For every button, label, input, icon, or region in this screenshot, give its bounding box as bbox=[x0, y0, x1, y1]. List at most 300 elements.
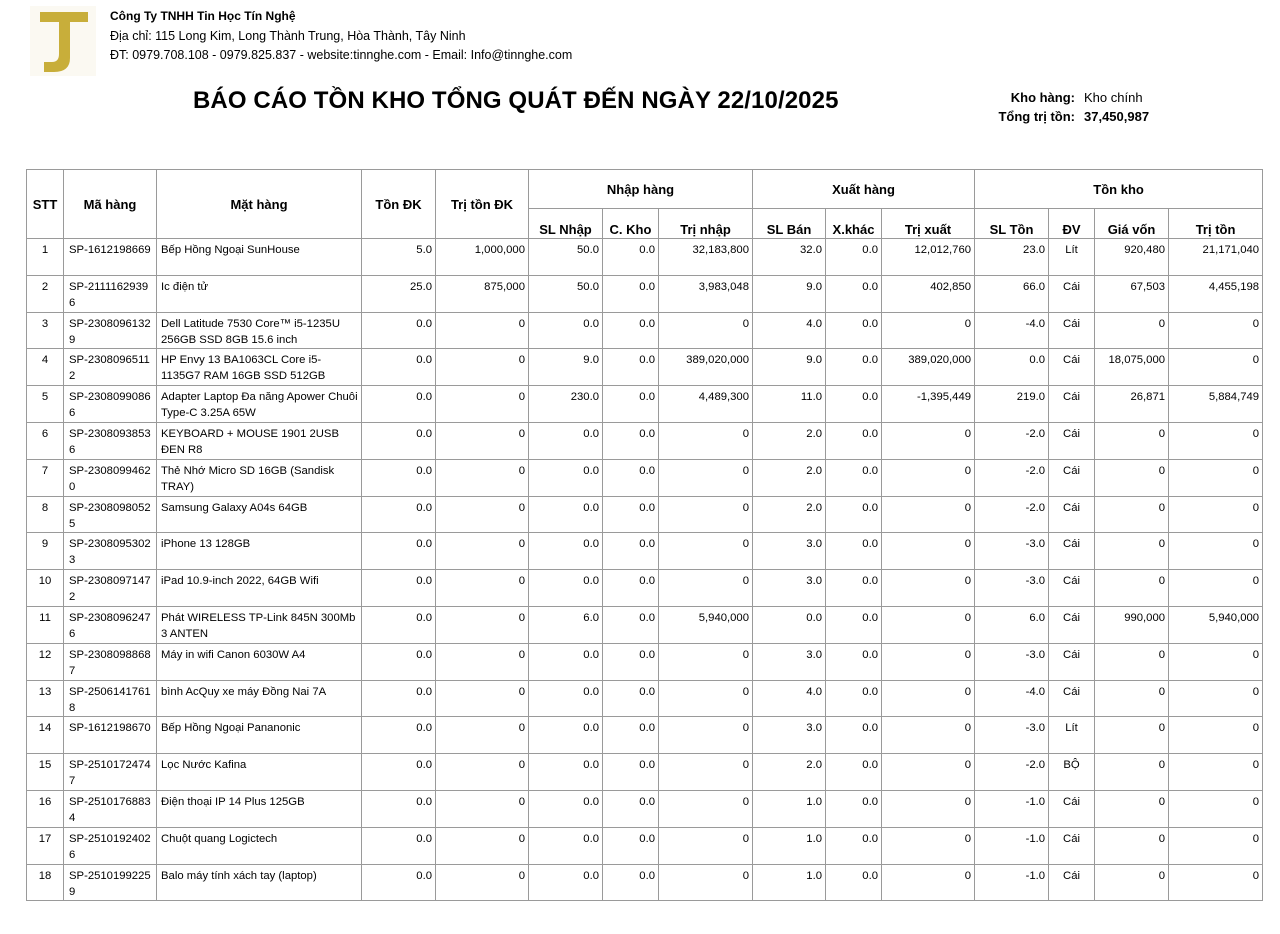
cell-stock-qty: -3.0 bbox=[975, 570, 1049, 607]
cell-import-value: 0 bbox=[659, 422, 753, 459]
cell-code: SP-25101724747 bbox=[64, 754, 157, 791]
cell-cost: 0 bbox=[1095, 496, 1169, 533]
table-row bbox=[27, 349, 1263, 386]
cell-stock-value: 0 bbox=[1169, 349, 1263, 386]
cell-cost: 0 bbox=[1095, 533, 1169, 570]
cell-cost: 0 bbox=[1095, 570, 1169, 607]
cell-item: Lọc Nước Kafina bbox=[157, 754, 362, 791]
cell-export-other: 0.0 bbox=[826, 312, 882, 349]
cell-import-value: 3,983,048 bbox=[659, 275, 753, 312]
cell-stock-qty: -3.0 bbox=[975, 643, 1049, 680]
cell-unit: Cái bbox=[1049, 680, 1095, 717]
cell-sale-qty: 4.0 bbox=[753, 312, 826, 349]
cell-export-other: 0.0 bbox=[826, 606, 882, 643]
cell-opening-value: 0 bbox=[436, 680, 529, 717]
cell-export-other: 0.0 bbox=[826, 827, 882, 864]
cell-stt: 3 bbox=[27, 312, 64, 349]
cell-opening-qty: 0.0 bbox=[362, 570, 436, 607]
cell-stock-qty: -2.0 bbox=[975, 459, 1049, 496]
cell-opening-qty: 0.0 bbox=[362, 790, 436, 827]
table-row bbox=[27, 754, 1263, 791]
cell-stt: 15 bbox=[27, 754, 64, 791]
cell-stt: 11 bbox=[27, 606, 64, 643]
col-cost: Giá vốn bbox=[1095, 209, 1169, 239]
report-title: BÁO CÁO TỒN KHO TỔNG QUÁT ĐẾN NGÀY 22/10/2025 bbox=[193, 87, 839, 114]
col-unit: ĐV bbox=[1049, 209, 1095, 239]
cell-code: SP-23080994620 bbox=[64, 459, 157, 496]
cell-unit: Lít bbox=[1049, 717, 1095, 754]
cell-item: Chuột quang Logictech bbox=[157, 827, 362, 864]
cell-import-transfer: 0.0 bbox=[603, 459, 659, 496]
table-row bbox=[27, 275, 1263, 312]
table-row bbox=[27, 570, 1263, 607]
cell-export-value: 0 bbox=[882, 459, 975, 496]
cell-import-qty: 0.0 bbox=[529, 643, 603, 680]
cell-item: HP Envy 13 BA1063CL Core i5-1135G7 RAM 16GB SSD 512GB bbox=[157, 349, 362, 386]
cell-import-value: 0 bbox=[659, 680, 753, 717]
cell-import-qty: 0.0 bbox=[529, 827, 603, 864]
cell-stt: 14 bbox=[27, 717, 64, 754]
total-value: 37,450,987 bbox=[1084, 109, 1150, 124]
cell-import-value: 0 bbox=[659, 459, 753, 496]
cell-import-value: 0 bbox=[659, 827, 753, 864]
cell-opening-value: 875,000 bbox=[436, 275, 529, 312]
cell-export-value: 0 bbox=[882, 533, 975, 570]
cell-code: SP-1612198669 bbox=[64, 239, 157, 276]
cell-stock-qty: -1.0 bbox=[975, 827, 1049, 864]
cell-import-value: 0 bbox=[659, 533, 753, 570]
cell-sale-qty: 32.0 bbox=[753, 239, 826, 276]
cell-unit: Cái bbox=[1049, 496, 1095, 533]
cell-stt: 7 bbox=[27, 459, 64, 496]
cell-stock-qty: -4.0 bbox=[975, 680, 1049, 717]
cell-sale-qty: 9.0 bbox=[753, 349, 826, 386]
cell-code: SP-25101768834 bbox=[64, 790, 157, 827]
cell-sale-qty: 11.0 bbox=[753, 386, 826, 423]
cell-import-qty: 50.0 bbox=[529, 275, 603, 312]
cell-opening-value: 0 bbox=[436, 754, 529, 791]
cell-code: SP-23080961329 bbox=[64, 312, 157, 349]
cell-opening-value: 0 bbox=[436, 386, 529, 423]
cell-cost: 0 bbox=[1095, 754, 1169, 791]
cell-unit: BỘ bbox=[1049, 754, 1095, 791]
cell-stock-qty: -3.0 bbox=[975, 717, 1049, 754]
cell-code: SP-23080988687 bbox=[64, 643, 157, 680]
cell-unit: Cái bbox=[1049, 790, 1095, 827]
cell-import-transfer: 0.0 bbox=[603, 864, 659, 901]
table-row bbox=[27, 386, 1263, 423]
cell-import-transfer: 0.0 bbox=[603, 606, 659, 643]
cell-import-transfer: 0.0 bbox=[603, 827, 659, 864]
cell-stock-qty: -1.0 bbox=[975, 864, 1049, 901]
warehouse-summary bbox=[960, 88, 1149, 126]
cell-opening-value: 0 bbox=[436, 496, 529, 533]
cell-stock-value: 5,884,749 bbox=[1169, 386, 1263, 423]
cell-import-value: 0 bbox=[659, 643, 753, 680]
cell-sale-qty: 0.0 bbox=[753, 606, 826, 643]
cell-export-other: 0.0 bbox=[826, 680, 882, 717]
cell-item: iPad 10.9-inch 2022, 64GB Wifi bbox=[157, 570, 362, 607]
cell-opening-value: 0 bbox=[436, 864, 529, 901]
cell-code: SP-23080971472 bbox=[64, 570, 157, 607]
cell-stock-value: 0 bbox=[1169, 422, 1263, 459]
cell-stt: 1 bbox=[27, 239, 64, 276]
group-export: Xuất hàng bbox=[753, 170, 975, 209]
cell-unit: Cái bbox=[1049, 275, 1095, 312]
col-sale-qty: SL Bán bbox=[753, 209, 826, 239]
cell-stt: 4 bbox=[27, 349, 64, 386]
cell-cost: 0 bbox=[1095, 680, 1169, 717]
cell-sale-qty: 2.0 bbox=[753, 496, 826, 533]
cell-unit: Cái bbox=[1049, 349, 1095, 386]
cell-import-transfer: 0.0 bbox=[603, 239, 659, 276]
cell-unit: Cái bbox=[1049, 386, 1095, 423]
cell-import-qty: 0.0 bbox=[529, 864, 603, 901]
cell-opening-qty: 0.0 bbox=[362, 754, 436, 791]
cell-code: SP-1612198670 bbox=[64, 717, 157, 754]
cell-opening-qty: 0.0 bbox=[362, 386, 436, 423]
cell-code: SP-21111629396 bbox=[64, 275, 157, 312]
table-row bbox=[27, 717, 1263, 754]
cell-sale-qty: 1.0 bbox=[753, 790, 826, 827]
cell-stt: 8 bbox=[27, 496, 64, 533]
cell-import-transfer: 0.0 bbox=[603, 386, 659, 423]
cell-stock-qty: 219.0 bbox=[975, 386, 1049, 423]
cell-cost: 0 bbox=[1095, 717, 1169, 754]
cell-import-transfer: 0.0 bbox=[603, 533, 659, 570]
cell-export-value: 0 bbox=[882, 827, 975, 864]
cell-opening-value: 0 bbox=[436, 459, 529, 496]
cell-stock-qty: -1.0 bbox=[975, 790, 1049, 827]
cell-opening-qty: 0.0 bbox=[362, 864, 436, 901]
cell-import-value: 389,020,000 bbox=[659, 349, 753, 386]
cell-import-value: 5,940,000 bbox=[659, 606, 753, 643]
cell-stock-qty: 23.0 bbox=[975, 239, 1049, 276]
cell-export-value: 0 bbox=[882, 606, 975, 643]
col-opening-value: Trị tồn ĐK bbox=[436, 170, 529, 239]
table-row bbox=[27, 239, 1263, 276]
company-info bbox=[110, 7, 572, 66]
cell-stock-value: 4,455,198 bbox=[1169, 275, 1263, 312]
company-contact: ĐT: 0979.708.108 - 0979.825.837 - website:tinnghe.com - Email: Info@tinnghe.com bbox=[110, 48, 573, 62]
cell-import-transfer: 0.0 bbox=[603, 643, 659, 680]
cell-export-other: 0.0 bbox=[826, 275, 882, 312]
cell-import-qty: 0.0 bbox=[529, 496, 603, 533]
table-row bbox=[27, 864, 1263, 901]
cell-stock-value: 0 bbox=[1169, 754, 1263, 791]
table-row bbox=[27, 680, 1263, 717]
cell-sale-qty: 2.0 bbox=[753, 422, 826, 459]
cell-sale-qty: 3.0 bbox=[753, 717, 826, 754]
cell-code: SP-23080980525 bbox=[64, 496, 157, 533]
col-import-qty: SL Nhập bbox=[529, 209, 603, 239]
cell-import-transfer: 0.0 bbox=[603, 275, 659, 312]
cell-export-value: 402,850 bbox=[882, 275, 975, 312]
cell-code: SP-23080990866 bbox=[64, 386, 157, 423]
cell-sale-qty: 3.0 bbox=[753, 643, 826, 680]
cell-stt: 18 bbox=[27, 864, 64, 901]
cell-opening-qty: 0.0 bbox=[362, 717, 436, 754]
cell-stock-value: 0 bbox=[1169, 533, 1263, 570]
cell-stock-qty: -2.0 bbox=[975, 496, 1049, 533]
cell-opening-value: 0 bbox=[436, 827, 529, 864]
inventory-table bbox=[26, 169, 1263, 901]
cell-unit: Cái bbox=[1049, 570, 1095, 607]
cell-stt: 2 bbox=[27, 275, 64, 312]
warehouse-value: Kho chính bbox=[1084, 90, 1143, 105]
col-opening-qty: Tồn ĐK bbox=[362, 170, 436, 239]
cell-export-value: 0 bbox=[882, 864, 975, 901]
cell-opening-value: 0 bbox=[436, 790, 529, 827]
cell-opening-value: 0 bbox=[436, 643, 529, 680]
cell-stt: 12 bbox=[27, 643, 64, 680]
cell-export-other: 0.0 bbox=[826, 717, 882, 754]
cell-sale-qty: 3.0 bbox=[753, 570, 826, 607]
warehouse-label: Kho hàng: bbox=[1010, 90, 1075, 105]
cell-unit: Cái bbox=[1049, 606, 1095, 643]
table-row bbox=[27, 533, 1263, 570]
group-stock: Tồn kho bbox=[975, 170, 1263, 209]
table-row bbox=[27, 496, 1263, 533]
table-row bbox=[27, 827, 1263, 864]
cell-unit: Cái bbox=[1049, 422, 1095, 459]
cell-export-value: 0 bbox=[882, 570, 975, 607]
cell-stock-value: 0 bbox=[1169, 864, 1263, 901]
cell-import-qty: 0.0 bbox=[529, 570, 603, 607]
cell-stock-value: 0 bbox=[1169, 827, 1263, 864]
cell-cost: 990,000 bbox=[1095, 606, 1169, 643]
cell-item: Balo máy tính xách tay (laptop) bbox=[157, 864, 362, 901]
cell-export-value: 389,020,000 bbox=[882, 349, 975, 386]
cell-export-value: 0 bbox=[882, 496, 975, 533]
company-address: Địa chỉ: 115 Long Kim, Long Thành Trung, Hòa Thành, Tây Ninh bbox=[110, 28, 466, 43]
cell-stock-qty: 66.0 bbox=[975, 275, 1049, 312]
cell-import-transfer: 0.0 bbox=[603, 680, 659, 717]
cell-opening-qty: 0.0 bbox=[362, 349, 436, 386]
cell-item: bình AcQuy xe máy Đồng Nai 7A bbox=[157, 680, 362, 717]
cell-opening-qty: 0.0 bbox=[362, 606, 436, 643]
cell-stt: 13 bbox=[27, 680, 64, 717]
cell-code: SP-25061417618 bbox=[64, 680, 157, 717]
cell-export-value: 0 bbox=[882, 422, 975, 459]
table-row bbox=[27, 459, 1263, 496]
col-export-other: X.khác bbox=[826, 209, 882, 239]
cell-sale-qty: 1.0 bbox=[753, 864, 826, 901]
cell-export-other: 0.0 bbox=[826, 239, 882, 276]
cell-cost: 0 bbox=[1095, 643, 1169, 680]
cell-cost: 920,480 bbox=[1095, 239, 1169, 276]
cell-stt: 5 bbox=[27, 386, 64, 423]
cell-import-qty: 0.0 bbox=[529, 754, 603, 791]
cell-stock-value: 0 bbox=[1169, 312, 1263, 349]
cell-cost: 0 bbox=[1095, 459, 1169, 496]
cell-cost: 0 bbox=[1095, 312, 1169, 349]
cell-import-transfer: 0.0 bbox=[603, 496, 659, 533]
cell-stock-qty: 6.0 bbox=[975, 606, 1049, 643]
cell-item: Bếp Hồng Ngoại Pananonic bbox=[157, 717, 362, 754]
cell-sale-qty: 1.0 bbox=[753, 827, 826, 864]
cell-stock-value: 0 bbox=[1169, 680, 1263, 717]
cell-export-value: 0 bbox=[882, 312, 975, 349]
cell-stt: 16 bbox=[27, 790, 64, 827]
cell-stock-value: 21,171,040 bbox=[1169, 239, 1263, 276]
cell-opening-qty: 5.0 bbox=[362, 239, 436, 276]
cell-opening-qty: 0.0 bbox=[362, 827, 436, 864]
cell-import-value: 0 bbox=[659, 717, 753, 754]
cell-code: SP-25101924026 bbox=[64, 827, 157, 864]
cell-opening-value: 0 bbox=[436, 312, 529, 349]
cell-export-other: 0.0 bbox=[826, 533, 882, 570]
group-import: Nhập hàng bbox=[529, 170, 753, 209]
col-export-value: Trị xuất bbox=[882, 209, 975, 239]
cell-import-transfer: 0.0 bbox=[603, 349, 659, 386]
cell-code: SP-23080953023 bbox=[64, 533, 157, 570]
cell-item: Bếp Hồng Ngoại SunHouse bbox=[157, 239, 362, 276]
cell-export-value: 12,012,760 bbox=[882, 239, 975, 276]
cell-cost: 0 bbox=[1095, 864, 1169, 901]
cell-opening-value: 0 bbox=[436, 717, 529, 754]
cell-import-value: 4,489,300 bbox=[659, 386, 753, 423]
cell-import-value: 0 bbox=[659, 790, 753, 827]
cell-opening-qty: 0.0 bbox=[362, 680, 436, 717]
cell-unit: Cái bbox=[1049, 459, 1095, 496]
cell-export-value: 0 bbox=[882, 754, 975, 791]
cell-import-transfer: 0.0 bbox=[603, 422, 659, 459]
table-row bbox=[27, 312, 1263, 349]
cell-cost: 67,503 bbox=[1095, 275, 1169, 312]
cell-sale-qty: 2.0 bbox=[753, 754, 826, 791]
cell-import-transfer: 0.0 bbox=[603, 570, 659, 607]
cell-import-qty: 6.0 bbox=[529, 606, 603, 643]
table-row bbox=[27, 606, 1263, 643]
cell-export-other: 0.0 bbox=[826, 422, 882, 459]
cell-stock-value: 0 bbox=[1169, 496, 1263, 533]
cell-code: SP-25101992259 bbox=[64, 864, 157, 901]
cell-import-value: 32,183,800 bbox=[659, 239, 753, 276]
cell-stock-value: 0 bbox=[1169, 459, 1263, 496]
cell-cost: 0 bbox=[1095, 827, 1169, 864]
inventory-rows bbox=[27, 239, 1263, 901]
col-item: Mặt hàng bbox=[157, 170, 362, 239]
cell-opening-value: 0 bbox=[436, 533, 529, 570]
cell-export-other: 0.0 bbox=[826, 349, 882, 386]
cell-export-other: 0.0 bbox=[826, 496, 882, 533]
cell-stt: 9 bbox=[27, 533, 64, 570]
cell-import-qty: 0.0 bbox=[529, 680, 603, 717]
cell-import-transfer: 0.0 bbox=[603, 754, 659, 791]
cell-import-qty: 9.0 bbox=[529, 349, 603, 386]
cell-sale-qty: 4.0 bbox=[753, 680, 826, 717]
cell-export-other: 0.0 bbox=[826, 790, 882, 827]
cell-opening-value: 0 bbox=[436, 422, 529, 459]
cell-item: Phát WIRELESS TP-Link 845N 300Mb 3 ANTEN bbox=[157, 606, 362, 643]
cell-export-other: 0.0 bbox=[826, 459, 882, 496]
cell-item: Adapter Laptop Đa năng Apower Chuôi Type-C 3.25A 65W bbox=[157, 386, 362, 423]
cell-item: KEYBOARD + MOUSE 1901 2USB ĐEN R8 bbox=[157, 422, 362, 459]
cell-export-value: 0 bbox=[882, 717, 975, 754]
cell-import-value: 0 bbox=[659, 754, 753, 791]
cell-item: Samsung Galaxy A04s 64GB bbox=[157, 496, 362, 533]
cell-cost: 0 bbox=[1095, 422, 1169, 459]
col-stock-value: Trị tồn bbox=[1169, 209, 1263, 239]
cell-cost: 0 bbox=[1095, 790, 1169, 827]
cell-stock-value: 0 bbox=[1169, 570, 1263, 607]
cell-stt: 6 bbox=[27, 422, 64, 459]
cell-code: SP-23080938536 bbox=[64, 422, 157, 459]
cell-stock-qty: -3.0 bbox=[975, 533, 1049, 570]
cell-import-qty: 0.0 bbox=[529, 717, 603, 754]
cell-item: Dell Latitude 7530 Core™ i5-1235U 256GB SSD 8GB 15.6 inch bbox=[157, 312, 362, 349]
cell-code: SP-23080962476 bbox=[64, 606, 157, 643]
cell-export-other: 0.0 bbox=[826, 643, 882, 680]
col-code: Mã hàng bbox=[64, 170, 157, 239]
cell-export-value: 0 bbox=[882, 643, 975, 680]
col-stt: STT bbox=[27, 170, 64, 239]
cell-import-value: 0 bbox=[659, 496, 753, 533]
cell-import-transfer: 0.0 bbox=[603, 790, 659, 827]
cell-item: iPhone 13 128GB bbox=[157, 533, 362, 570]
cell-stt: 10 bbox=[27, 570, 64, 607]
cell-opening-qty: 0.0 bbox=[362, 643, 436, 680]
cell-import-qty: 0.0 bbox=[529, 790, 603, 827]
cell-unit: Lít bbox=[1049, 239, 1095, 276]
cell-stock-qty: -2.0 bbox=[975, 422, 1049, 459]
cell-opening-qty: 0.0 bbox=[362, 496, 436, 533]
cell-opening-qty: 0.0 bbox=[362, 422, 436, 459]
cell-cost: 26,871 bbox=[1095, 386, 1169, 423]
cell-opening-value: 0 bbox=[436, 606, 529, 643]
cell-stock-value: 0 bbox=[1169, 790, 1263, 827]
cell-cost: 18,075,000 bbox=[1095, 349, 1169, 386]
table-row bbox=[27, 643, 1263, 680]
cell-item: Ic điện tử bbox=[157, 275, 362, 312]
total-value-label: Tổng trị tồn: bbox=[998, 109, 1075, 124]
cell-opening-qty: 0.0 bbox=[362, 312, 436, 349]
cell-export-value: 0 bbox=[882, 680, 975, 717]
cell-export-value: 0 bbox=[882, 790, 975, 827]
cell-import-qty: 0.0 bbox=[529, 459, 603, 496]
cell-export-other: 0.0 bbox=[826, 386, 882, 423]
cell-opening-qty: 0.0 bbox=[362, 459, 436, 496]
cell-sale-qty: 9.0 bbox=[753, 275, 826, 312]
cell-opening-value: 0 bbox=[436, 570, 529, 607]
cell-opening-qty: 0.0 bbox=[362, 533, 436, 570]
cell-stock-qty: -4.0 bbox=[975, 312, 1049, 349]
company-logo-icon bbox=[30, 6, 96, 76]
col-stock-qty: SL Tồn bbox=[975, 209, 1049, 239]
cell-import-qty: 0.0 bbox=[529, 312, 603, 349]
cell-sale-qty: 3.0 bbox=[753, 533, 826, 570]
cell-stock-qty: 0.0 bbox=[975, 349, 1049, 386]
cell-import-qty: 50.0 bbox=[529, 239, 603, 276]
cell-import-value: 0 bbox=[659, 312, 753, 349]
cell-import-transfer: 0.0 bbox=[603, 717, 659, 754]
cell-stock-value: 0 bbox=[1169, 717, 1263, 754]
cell-opening-value: 1,000,000 bbox=[436, 239, 529, 276]
cell-import-qty: 0.0 bbox=[529, 533, 603, 570]
cell-unit: Cái bbox=[1049, 643, 1095, 680]
cell-import-qty: 230.0 bbox=[529, 386, 603, 423]
cell-stock-value: 5,940,000 bbox=[1169, 606, 1263, 643]
cell-item: Điện thoại IP 14 Plus 125GB bbox=[157, 790, 362, 827]
cell-unit: Cái bbox=[1049, 827, 1095, 864]
company-name: Công Ty TNHH Tin Học Tín Nghệ bbox=[110, 9, 296, 23]
cell-item: Máy in wifi Canon 6030W A4 bbox=[157, 643, 362, 680]
col-import-transfer: C. Kho bbox=[603, 209, 659, 239]
cell-import-value: 0 bbox=[659, 864, 753, 901]
cell-export-other: 0.0 bbox=[826, 570, 882, 607]
cell-stock-value: 0 bbox=[1169, 643, 1263, 680]
